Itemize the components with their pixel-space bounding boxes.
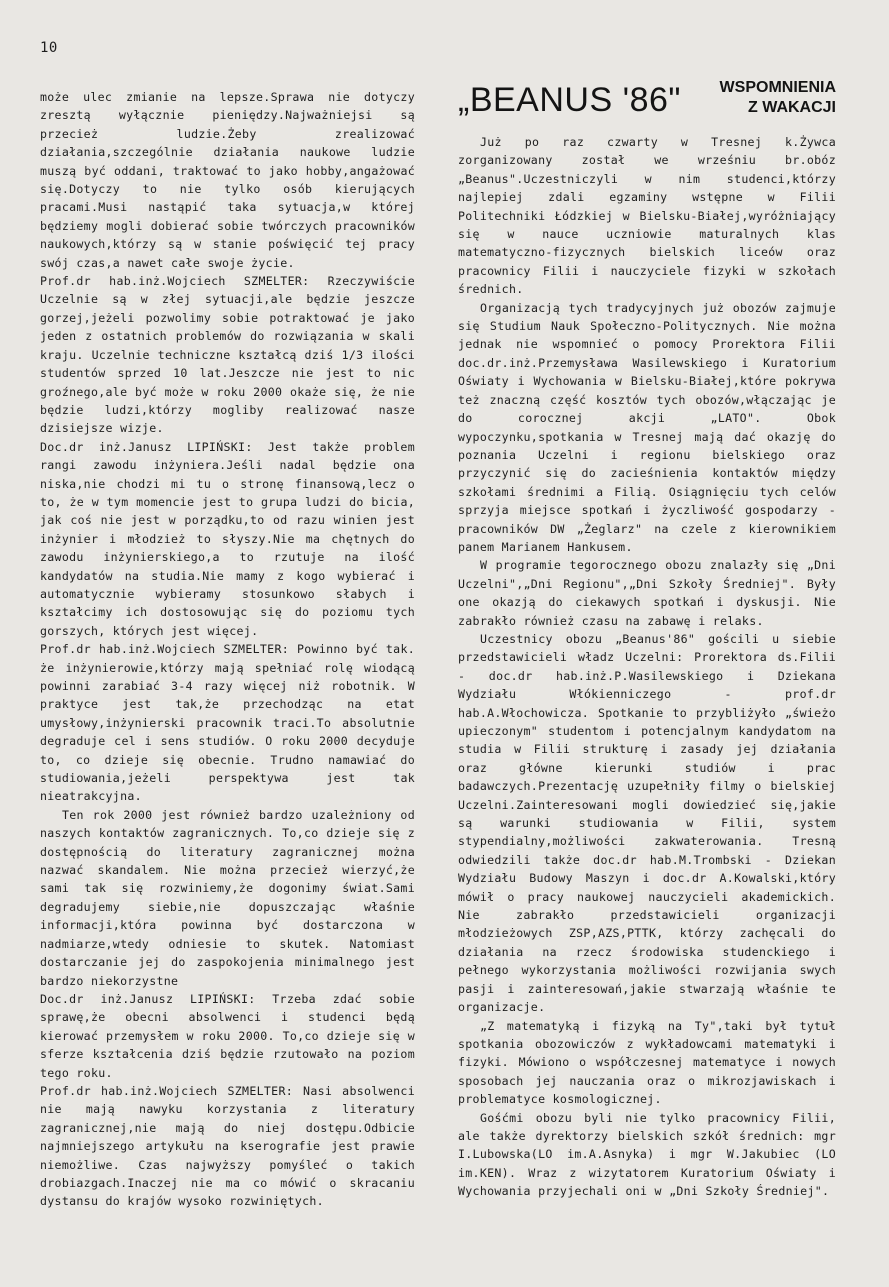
paragraph: Już po raz czwarty w Tresnej k.Żywca zorganizowany został we wrześniu br.obóz „Beanus".Uczestniczyli w nim studenci,którzy najlepiej zdali egzaminy wstępne w Filii Politechniki Łódzkiej w Bielsku-Białej,wyróżniający się w nauce uczniowie maturalnych klas matematyczno-fizycznych bielskich liceów oraz pracownicy Filii i nauczyciele fizyki w szkołach średnich. xyxy=(458,135,836,297)
paragraph: Uczestnicy obozu „Beanus'86" gościli u siebie przedstawicieli władz Uczelni: Prorektora ds.Filii - doc.dr hab.inż.P.Wasilewskiego i Dziekana Wydziału Włókienniczego - prof.dr hab.A.Włochowicza. Spotkanie to przybliżyło „świeżo upieczonym" studentom i potencjalnym kandydatom na studia w Filii strukturę i zasady jej działania oraz główne kierunki studiów i prac badawczych.Prezentację uzupełniły filmy o bielskiej Uczelni.Zainteresowani mogli dowiedzieć się,jakie są warunki studiowania w Filii, system stypendialny,możliwości zakwaterowania. Tresną odwiedzili także doc.dr hab.M.Trombski - Dziekan Wydziału Budowy Maszyn i doc.dr A.Kowalski,który mówił o pracy naukowej nauczycieli akademickich. Nie zabrakło przedstawicieli organizacji młodzieżowych ZSP,AZS,PTTK, którzy zachęcali do działania na rzecz środowiska studenckiego i pełnego wykorzystania możliwości rozwijania swych pasji i zainteresowań,jakie stwarzają właśnie te organizacje. xyxy=(458,631,836,1015)
paragraph: Prof.dr hab.inż.Wojciech SZMELTER: Nasi absolwenci nie mają nawyku korzystania z literatury zagranicznej,nie mają do niej dostępu.Odbicie najmniejszego artykułu na kserografie jest prawie niemożliwe. Czas najwyższy pomyśleć o takich drobiazgach.Inaczej nie ma co mówić o skracaniu dystansu do krajów wysoko rozwiniętych. xyxy=(40,1083,415,1209)
paragraph: Prof.dr hab.inż.Wojciech SZMELTER: Rzeczywiście Uczelnie są w złej sytuacji,ale będzie jeszcze gorzej,jeżeli pozwolimy sobie potraktować je jako jeden z ostatnich problemów do rozwiązania w skali kraju. Uczelnie techniczne kształcą dziś 1/3 ilości studentów sprzed 10 lat.Jeszcze nie jest to nic groźnego,ale być może w roku 2000 okaże się, że nie będzie ludzi,którzy mogliby realizować nasze dzisiejsze wizje. xyxy=(40,274,415,436)
paragraph: Gośćmi obozu byli nie tylko pracownicy Filii, ale także dyrektorzy bielskich szkół średnich: mgr I.Lubowska(LO im.A.Asnyka) i mgr W.Jakubiec (LO im.KEN). Wraz z wizytatorem Kuratorium Oświaty i Wychowania przyjechali oni w „Dni Szkoły Średniej". xyxy=(458,1110,836,1199)
paragraph: może ulec zmianie na lepsze.Sprawa nie dotyczy zresztą wyłącznie pieniędzy.Najważniejsi są przecież ludzie.Żeby zrealizować działania,szczególnie działania naukowe ludzie muszą być oddani, traktować to jako hobby,angażować się.Dotyczy to nie tylko osób kierujących pracami.Musi nastąpić taka sytuacja,w której będziemy mogli dobierać sobie twórczych pracowników naukowych,którzy są w stanie poświęcić tej pracy swój czas,a nawet całe swoje życie. xyxy=(40,90,415,270)
kicker-line: Z WAKACJI xyxy=(748,99,836,116)
left-column-text xyxy=(40,88,415,1211)
paragraph: Doc.dr inż.Janusz LIPIŃSKI: Jest także problem rangi zawodu inżyniera.Jeśli nadal będzie ona niska,nie chodzi mi tu o stronę finansową,lecz o to, że w tym momencie jest to grupa ludzi do bicia, jak coś nie jest w porządku,to od razu winien jest inżynier i młodzież to słyszy.Nie ma chętnych do zawodu inżynierskiego,a to rzutuje na ilość kandydatów na studia.Nie mamy z kogo wybierać i automatycznie wybieramy stosunkowo słabych i kształcimy ich dostosowując się do poziomu tych gorszych, których jest więcej. xyxy=(40,439,415,638)
kicker-line: WSPOMNIENIA xyxy=(719,79,836,96)
paragraph: Organizacją tych tradycyjnych już obozów zajmuje się Studium Nauk Społeczno-Politycznych. Nie można jednak nie wspomnieć o pomocy Prorektora Filii doc.dr.inż.Przemysława Wasilewskiego i Kuratorium Oświaty i Wychowania w Bielsku-Białej,które pokrywa też znaczną część kosztów tych obozów,włączając je do corocznej akcji „LATO". Obok wypoczynku,spotkania w Tresnej mają dać okazję do poznania Uczelni i regionu bielskiego oraz przyczynić się do zacieśnienia kontaktów między szkołami średnimi a Filią. Osiągnięciu tych celów sprzyja miejsce spotkań i życzliwość gospodarzy - pracowników DW „Żeglarz" na czele z kierownikiem panem Marianem Hankusem. xyxy=(458,300,836,554)
article-kicker xyxy=(712,78,836,118)
paragraph: Ten rok 2000 jest również bardzo uzależniony od naszych kontaktów zagranicznych. To,co dzieje się z dostępnością do literatury zagranicznej można nazwać skandalem. Nie można przecież wierzyć,że sami tak się rozwiniemy,że dogonimy świat.Sami degradujemy siebie,nie dopuszczając właśnie informacji,która powinna być dostarczona w nadmiarze,wtedy odniesie to skutek. Natomiast dostarczanie jej do zaspokojenia minimalnego jest bardzo niekorzystne xyxy=(40,807,415,988)
paragraph: „Z matematyką i fizyką na Ty",taki był tytuł spotkania obozowiczów z wykładowcami matematyki i fizyki. Mówiono o współczesnej matematyce i nowych sposobach jej nauczania oraz o mikrozjawiskach i problematyce kosmologicznej. xyxy=(458,1018,836,1107)
article-body xyxy=(458,133,836,1201)
paragraph: Prof.dr hab.inż.Wojciech SZMELTER: Powinno być tak. że inżynierowie,którzy mają spełniać rolę wiodącą powinni zarabiać 3-4 razy więcej niż robotnik. W praktyce jest tak,że przechodząc na etat umysłowy,inżynierski pracownik traci.To absolutnie degraduje cel i sens studiów. O roku 2000 decyduje to, co dzieje się obecnie. Trudno namawiać do studiowania,jeżeli perspektywa jest tak nieatrakcyjna. xyxy=(40,642,415,804)
article-title: „BEANUS '86" xyxy=(458,81,681,119)
page-number: 10 xyxy=(40,40,58,56)
paragraph: W programie tegorocznego obozu znalazły się „Dni Uczelni",„Dni Regionu",„Dni Szkoły Średniej". Były one okazją do ciekawych spotkań i dyskusji. Nie zabrakło również czasu na zabawę i relaks. xyxy=(458,558,836,628)
paragraph: Doc.dr inż.Janusz LIPIŃSKI: Trzeba zdać sobie sprawę,że obecni absolwenci i studenci będą kierować przemysłem w roku 2000. To,co dzieje się w sferze kształcenia dziś będzie rzutowało na poziom tego roku. xyxy=(40,991,415,1080)
